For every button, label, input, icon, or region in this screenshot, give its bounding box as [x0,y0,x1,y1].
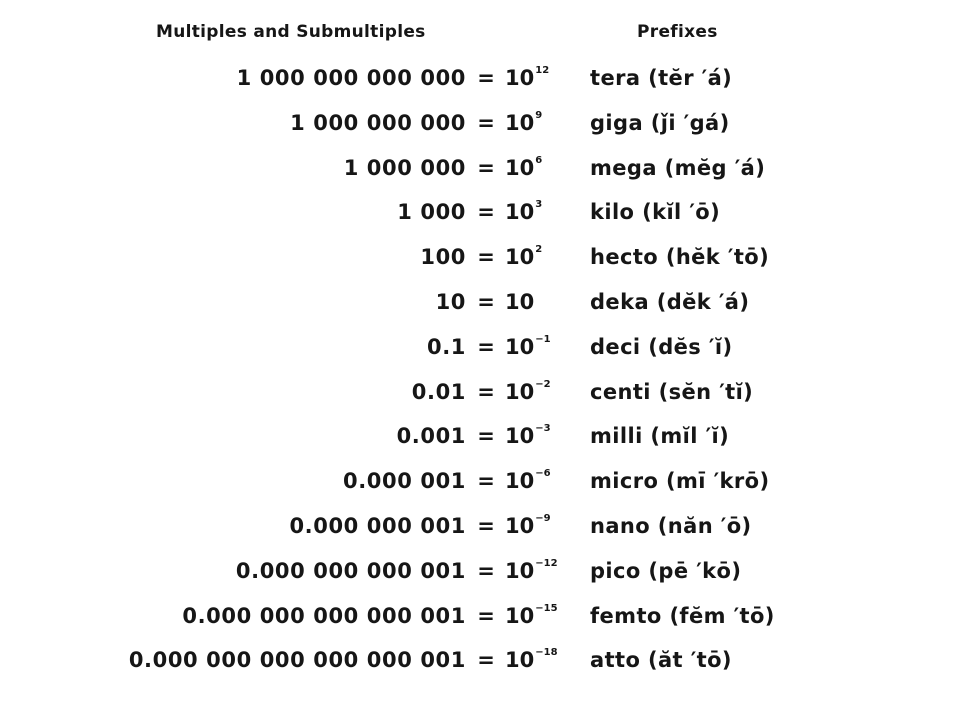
power-base: 10 [505,110,535,135]
table-row [0,559,960,595]
prefix-name: milli (mĭl ′ĭ) [590,424,730,449]
power-exponent: 2 [535,244,543,256]
power-of-ten [505,648,558,672]
decimal-value: 0.01 [411,379,466,404]
power-base: 10 [505,648,535,673]
equals-sign: = [477,110,495,135]
prefix-name: kilo (kĭl ′ō) [590,200,721,225]
power-exponent: 9 [535,109,543,121]
decimal-value: 0.000 000 000 001 [235,558,466,583]
equals-sign: = [477,334,495,359]
multiples-heading: Multiples and Submultiples [156,22,426,42]
equals-sign: = [477,424,495,449]
power-exponent: −9 [535,513,551,524]
equals-sign: = [477,514,495,538]
decimal-value: 0.000 000 001 [289,514,466,538]
equals-sign: = [477,379,495,404]
prefixes-heading: Prefixes [637,22,718,42]
table-row [0,380,960,416]
power-base: 10 [505,514,535,538]
equals-sign: = [477,648,495,673]
decimal-value: 1 000 000 [343,155,466,180]
table-row [0,648,960,684]
table-row [0,469,960,505]
prefix-name: nano (năn ′ō) [590,514,752,538]
decimal-value: 10 [435,290,466,314]
power-of-ten [505,380,551,404]
prefix-name: pico (pē ′kō) [590,558,742,583]
power-exponent: 12 [535,65,550,76]
power-of-ten [505,514,551,538]
equals-sign: = [477,290,495,314]
power-base: 10 [505,603,535,628]
power-of-ten [505,156,542,180]
equals-sign: = [477,469,495,494]
equals-sign: = [477,155,495,180]
decimal-value: 100 [420,245,466,270]
table-row [0,290,960,326]
power-exponent: −6 [535,468,551,480]
power-exponent: 3 [535,199,543,211]
table-row [0,424,960,460]
decimal-value: 0.000 001 [343,469,466,494]
prefix-name: mega (mĕg ′á) [590,155,766,180]
table-row [0,604,960,640]
power-of-ten [505,424,551,448]
power-of-ten [505,245,542,269]
prefix-name: centi (sĕn ′tĭ) [590,379,754,404]
power-exponent: −3 [535,423,551,435]
power-of-ten [505,290,535,314]
decimal-value: 1 000 000 000 [290,110,466,135]
power-exponent: −2 [535,378,551,390]
equals-sign: = [477,558,495,583]
power-of-ten [505,469,551,493]
decimal-value: 1 000 [397,200,466,225]
table-row [0,335,960,371]
power-base: 10 [505,424,535,449]
power-base: 10 [505,66,535,90]
power-exponent: 6 [535,154,543,166]
power-base: 10 [505,200,535,225]
table-row [0,111,960,147]
table-row [0,245,960,281]
decimal-value: 0.1 [426,334,466,359]
table-row [0,66,960,102]
decimal-value: 0.000 000 000 000 001 [182,603,466,628]
prefix-name: hecto (hĕk ′tō) [590,245,770,270]
power-exponent: −18 [535,647,558,659]
table-row [0,200,960,236]
power-of-ten [505,66,549,90]
equals-sign: = [477,245,495,270]
power-exponent: −12 [535,557,558,569]
power-exponent: −1 [535,333,551,345]
equals-sign: = [477,66,495,90]
equals-sign: = [477,200,495,225]
power-base: 10 [505,155,535,180]
table-row [0,156,960,192]
equals-sign: = [477,603,495,628]
decimal-value: 1 000 000 000 000 [236,66,466,90]
power-of-ten [505,335,551,359]
power-of-ten [505,200,542,224]
prefix-name: giga (ǰi ′gá) [590,110,730,135]
prefix-name: micro (mī ′krō) [590,469,770,494]
prefix-name: femto (fĕm ′tō) [590,603,775,628]
power-base: 10 [505,379,535,404]
power-base: 10 [505,334,535,359]
prefix-name: deci (dĕs ′ĭ) [590,334,733,359]
table-row [0,514,960,550]
decimal-value: 0.001 [396,424,466,449]
power-exponent: −15 [535,602,558,614]
power-base: 10 [505,558,535,583]
power-of-ten [505,559,558,583]
power-base: 10 [505,245,535,270]
decimal-value: 0.000 000 000 000 000 001 [128,648,466,673]
power-base: 10 [505,290,535,314]
prefix-name: atto (ăt ′tō) [590,648,732,673]
power-of-ten [505,111,542,135]
power-base: 10 [505,469,535,494]
prefix-name: deka (dĕk ′á) [590,290,750,314]
power-of-ten [505,604,558,628]
prefix-name: tera (tĕr ′á) [590,66,733,90]
